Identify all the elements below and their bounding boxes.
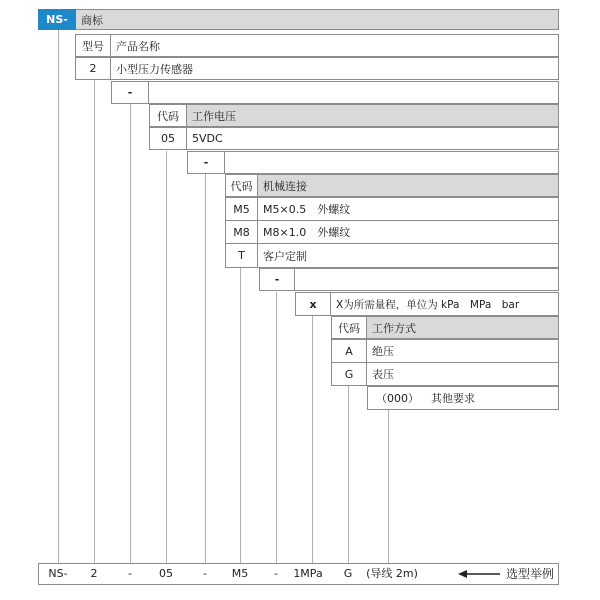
connector-line: [348, 386, 349, 563]
example-arrow-label: 选型举例: [505, 567, 555, 581]
mode-header-code: 代码: [331, 316, 367, 339]
other-code: （000）: [376, 392, 419, 405]
other-requirements-row: [367, 386, 559, 410]
example-part: -: [128, 567, 132, 580]
connector-line: [58, 30, 59, 563]
voltage-row-name: 5VDC: [186, 127, 559, 150]
mode-row-name: 绝压: [366, 339, 559, 363]
trademark-label: 商标: [81, 13, 103, 27]
trademark-prefix-badge: NS-: [38, 9, 76, 30]
separator-row-fill: [294, 268, 559, 291]
connection-row-name: M8×1.0 外螺纹: [257, 220, 559, 244]
example-part: G: [343, 567, 353, 580]
separator-row-fill: [224, 151, 559, 174]
connection-row-name: M5×0.5 外螺纹: [257, 197, 559, 221]
mode-row-code: G: [331, 362, 367, 386]
example-part: 1MPa: [293, 567, 323, 580]
connection-row-code: T: [225, 243, 258, 268]
connector-line: [388, 410, 389, 563]
model-row-code: 2: [75, 57, 111, 80]
mode-row-code: A: [331, 339, 367, 363]
voltage-row-code: 05: [149, 127, 187, 150]
connector-line: [94, 80, 95, 563]
connector-line: [312, 316, 313, 563]
connection-row-name: 客户定制: [257, 243, 559, 268]
left-arrow-icon: [458, 568, 500, 580]
model-row-name: 小型压力传感器: [110, 57, 559, 80]
mode-header-name: 工作方式: [366, 316, 559, 339]
voltage-header-name: 工作电压: [186, 104, 559, 127]
model-header-code: 型号: [75, 34, 111, 57]
trademark-row: [75, 9, 559, 30]
connection-row-code: M8: [225, 220, 258, 244]
connector-line: [205, 174, 206, 563]
voltage-header-code: 代码: [149, 104, 187, 127]
separator-cell: -: [187, 151, 225, 174]
separator-cell: -: [111, 81, 149, 104]
connector-line: [240, 268, 241, 563]
example-part: -: [274, 567, 278, 580]
separator-row-fill: [148, 81, 559, 104]
other-name: 其他要求: [431, 392, 475, 405]
model-header-name: 产品名称: [110, 34, 559, 57]
example-part: -: [203, 567, 207, 580]
connection-row-code: M5: [225, 197, 258, 221]
separator-cell: -: [259, 268, 295, 291]
range-code: x: [295, 292, 331, 316]
example-part: 2: [90, 567, 98, 580]
connection-header-code: 代码: [225, 174, 258, 197]
example-part: M5: [231, 567, 249, 580]
example-part: (导线 2m): [366, 567, 418, 580]
mode-row-name: 表压: [366, 362, 559, 386]
example-part: NS-: [48, 567, 68, 580]
connection-header-name: 机械连接: [257, 174, 559, 197]
range-description: X为所需量程，单位为 kPa MPa bar: [330, 292, 559, 316]
connector-line: [276, 292, 277, 563]
connector-line: [130, 104, 131, 563]
connector-line: [166, 151, 167, 563]
example-part: 05: [159, 567, 173, 580]
